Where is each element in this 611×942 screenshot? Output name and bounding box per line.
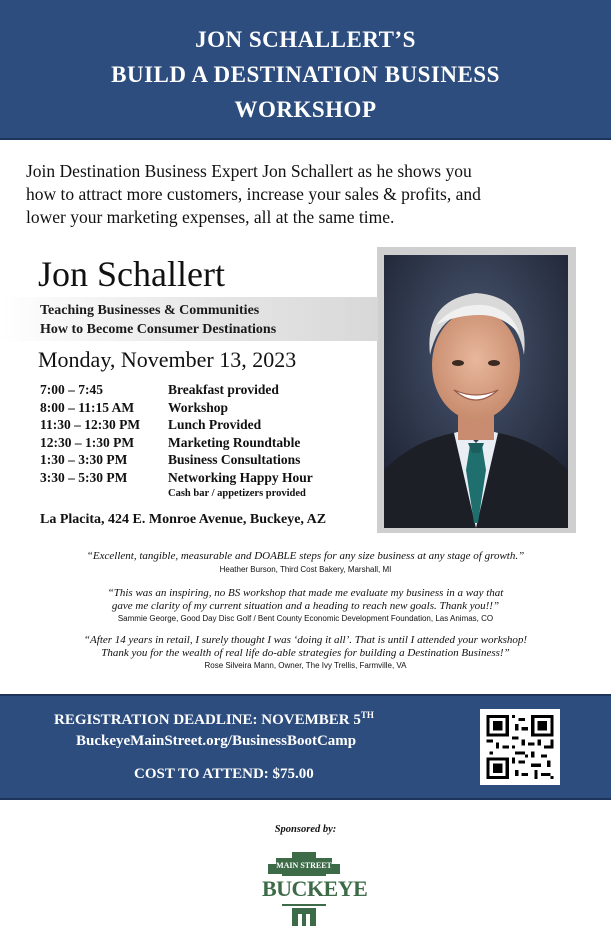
schedule-activity: Business Consultations [168,452,301,467]
title-banner [0,0,611,140]
testimonial-author: Heather Burson, Third Cost Bakery, Marshall, MI [219,565,392,574]
logo-main-street-text: MAIN STREET [276,861,332,870]
schedule-time: 7:00 – 7:45 [40,382,103,397]
happy-hour-note: Cash bar / appetizers provided [168,488,306,499]
schedule-time: 11:30 – 12:30 PM [40,417,141,432]
logo-buckeye-text: BUCKEYE [262,876,368,901]
schedule-activity: Marketing Roundtable [168,435,301,450]
testimonial-quote: gave me clarity of my current situation and a heading to reach new goals. Thank you!!” [111,600,500,612]
title-line-2: BUILD A DESTINATION BUSINESS [111,62,500,87]
testimonial-quote: “This was an inspiring, no BS workshop that made me evaluate my business in a way that [107,587,504,599]
schedule-activity: Networking Happy Hour [168,470,313,485]
schedule-time: 12:30 – 1:30 PM [40,435,135,450]
testimonial-author: Rose Silveira Mann, Owner, The Ivy Trellis, Farmville, VA [204,661,407,670]
testimonial-author: Sammie George, Good Day Disc Golf / Bent County Economic Development Foundation, Las Animas, CO [117,614,494,623]
intro-paragraph [26,160,591,229]
tagline-line-2: How to Become Consumer Destinations [40,322,277,337]
schedule-time: 8:00 – 11:15 AM [40,400,135,415]
testimonial-quote: Thank you for the wealth of real life do-able strategies for building a Destination Business!” [101,647,510,659]
intro-line-2: how to attract more customers, increase your sales & profits, and [26,184,481,204]
schedule-activity: Breakfast provided [168,382,279,397]
intro-line-1: Join Destination Business Expert Jon Schallert as he shows you [26,161,472,181]
deadline-label: REGISTRATION DEADLINE: NOVEMBER 5 [54,712,361,728]
schedule-time: 1:30 – 3:30 PM [40,452,128,467]
venue-address: La Placita, 424 E. Monroe Avenue, Buckeye, AZ [40,512,327,527]
speaker-photo [384,255,568,528]
sponsor-label: Sponsored by: [274,824,337,835]
registration-deadline [54,710,374,729]
event-date: Monday, November 13, 2023 [38,347,297,372]
schedule-activity: Lunch Provided [168,417,262,432]
testimonial-quote: “After 14 years in retail, I surely thought I was ‘doing it all’. That is until I attended your workshop! [83,634,528,646]
deadline-suffix: TH [360,710,374,720]
title-line-3: WORKSHOP [234,97,377,122]
cost-to-attend: COST TO ATTEND: $75.00 [134,766,314,782]
registration-url[interactable]: BuckeyeMainStreet.org/BusinessBootCamp [76,733,357,749]
title-line-1: JON SCHALLERT’S [195,27,416,52]
speaker-name: Jon Schallert [38,254,225,294]
main-street-buckeye-logo [262,842,368,928]
testimonial-quote: “Excellent, tangible, measurable and DOABLE steps for any size business at any stage of growth.” [86,550,525,562]
intro-line-3: lower your marketing expenses, all at the same time. [26,207,395,227]
registration-banner [0,694,611,800]
qr-code[interactable] [480,709,560,785]
tagline-line-1: Teaching Businesses & Communities [40,303,260,318]
schedule-activity: Workshop [168,400,229,415]
schedule-time: 3:30 – 5:30 PM [40,470,128,485]
